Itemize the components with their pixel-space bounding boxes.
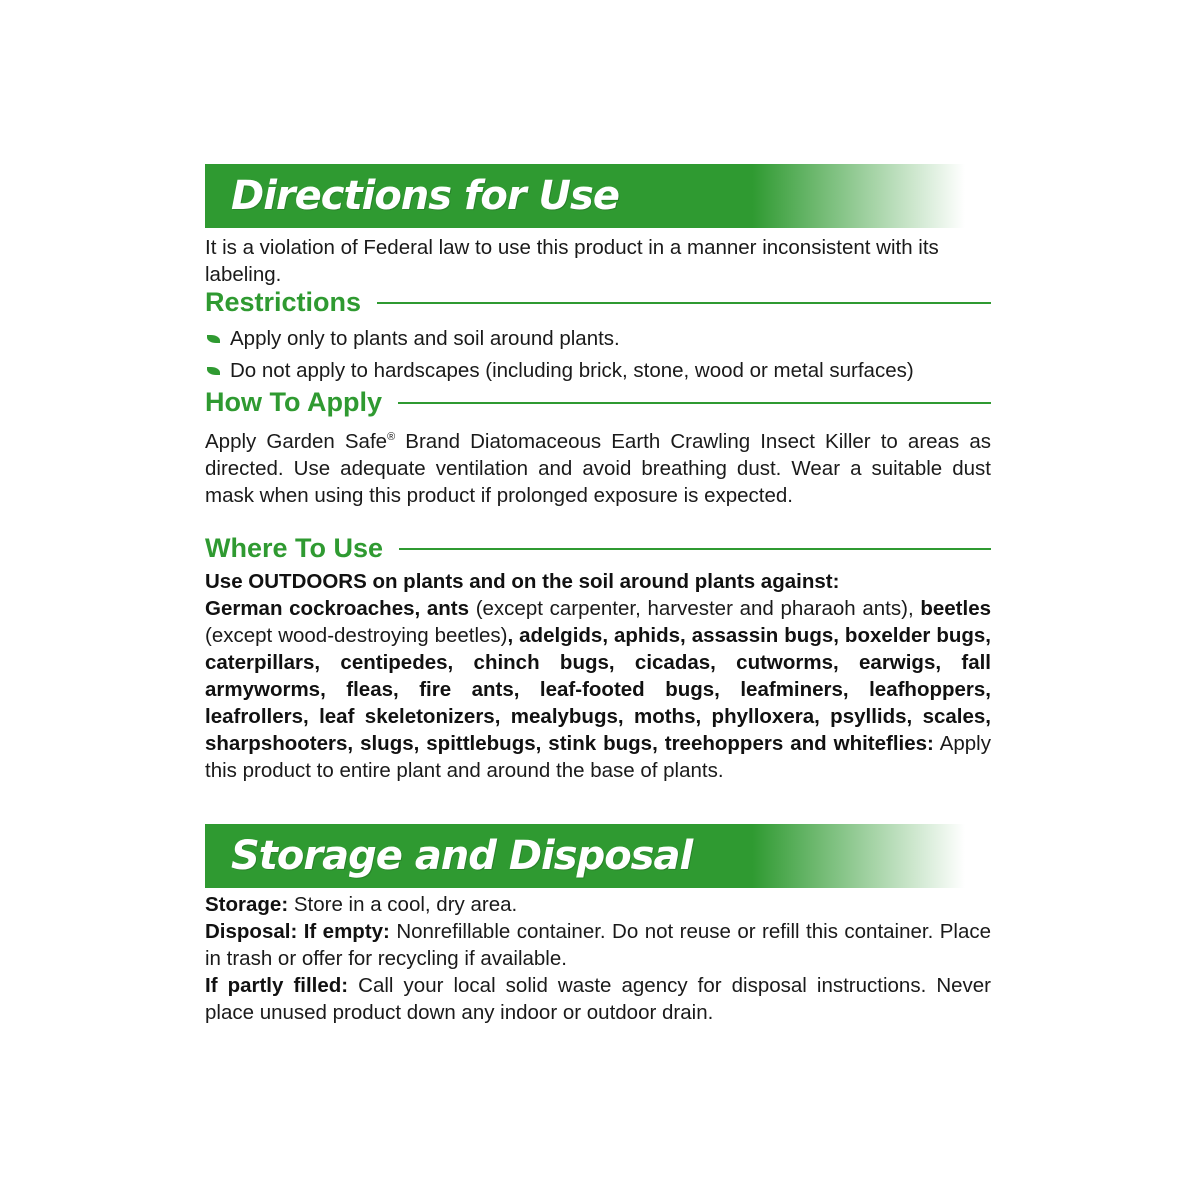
pest-exception: (except carpenter, harvester and pharaoh ants), [469, 597, 914, 620]
how-to-apply-divider [398, 402, 991, 404]
restriction-text: Do not apply to hardscapes (including brick, stone, wood or metal surfaces) [230, 359, 914, 382]
application-instruction: Apply this product to entire plant and around the base of plants. [205, 732, 991, 782]
restriction-text: Apply only to plants and soil around plants. [230, 327, 620, 350]
directions-title: Directions for Use [231, 173, 619, 219]
storage-title: Storage and Disposal [231, 833, 693, 879]
how-to-apply-text [205, 424, 991, 509]
list-item [205, 324, 995, 354]
list-item [205, 356, 995, 386]
where-to-use-divider [399, 548, 991, 550]
partly-filled-label: If partly filled: [205, 974, 349, 997]
outdoors-lead: Use OUTDOORS on plants and on the soil around plants against: [205, 570, 840, 593]
storage-text: Store in a cool, dry area. [288, 893, 518, 916]
disposal-label: Disposal: If empty: [205, 920, 390, 943]
leaf-bullet-icon [207, 335, 220, 343]
where-to-use-title: Where To Use [205, 532, 384, 563]
partly-filled-text: Call your local solid waste agency for disposal instructions. Never place unused product down any indoor or outdoor drain. [205, 974, 992, 1024]
apply-text-start: Apply Garden Safe [205, 429, 388, 453]
pest-exception: (except wood-destroying beetles) [205, 624, 508, 647]
pest-list: beetles [920, 597, 991, 620]
where-to-use-text [205, 568, 991, 784]
restrictions-header [205, 286, 991, 318]
pest-list: German cockroaches, ants [205, 597, 470, 620]
leaf-bullet-icon [207, 367, 220, 375]
disposal-text: Nonrefillable container. Do not reuse or refill this container. Place in trash or offer for recycling if available. [205, 920, 992, 970]
registered-mark: ® [387, 431, 396, 443]
storage-disposal-text [205, 891, 991, 1026]
directions-banner [205, 164, 965, 228]
restrictions-divider [377, 302, 991, 304]
how-to-apply-header [205, 386, 991, 418]
restrictions-title: Restrictions [205, 286, 362, 317]
pest-list: , adelgids, aphids, assassin bugs, boxelder bugs, caterpillars, centipedes, chinch bugs, cicadas, cutworms, earwigs, fall armyworms, fleas, fire ants, leaf-footed bugs, leafminers, leafhoppers, leafrollers, leaf skeletonizers, mealybugs, moths, phylloxera, psyllids, scales, sharpshooters, slugs, spittlebugs, stink bugs, treehoppers and whiteflies: [205, 624, 991, 755]
where-to-use-header [205, 532, 991, 564]
apply-text-rest: Brand Diatomaceous Earth Crawling Insect Killer to areas as directed. Use adequate ventilation and avoid breathing dust. Wear a suitable dust mask when using this product if prolonged exposure is expected. [205, 429, 991, 507]
federal-law-notice: It is a violation of Federal law to use this product in a manner inconsistent with its labeling. [205, 236, 939, 286]
how-to-apply-title: How To Apply [205, 386, 382, 417]
storage-banner [205, 824, 965, 888]
storage-label: Storage: [205, 893, 289, 916]
